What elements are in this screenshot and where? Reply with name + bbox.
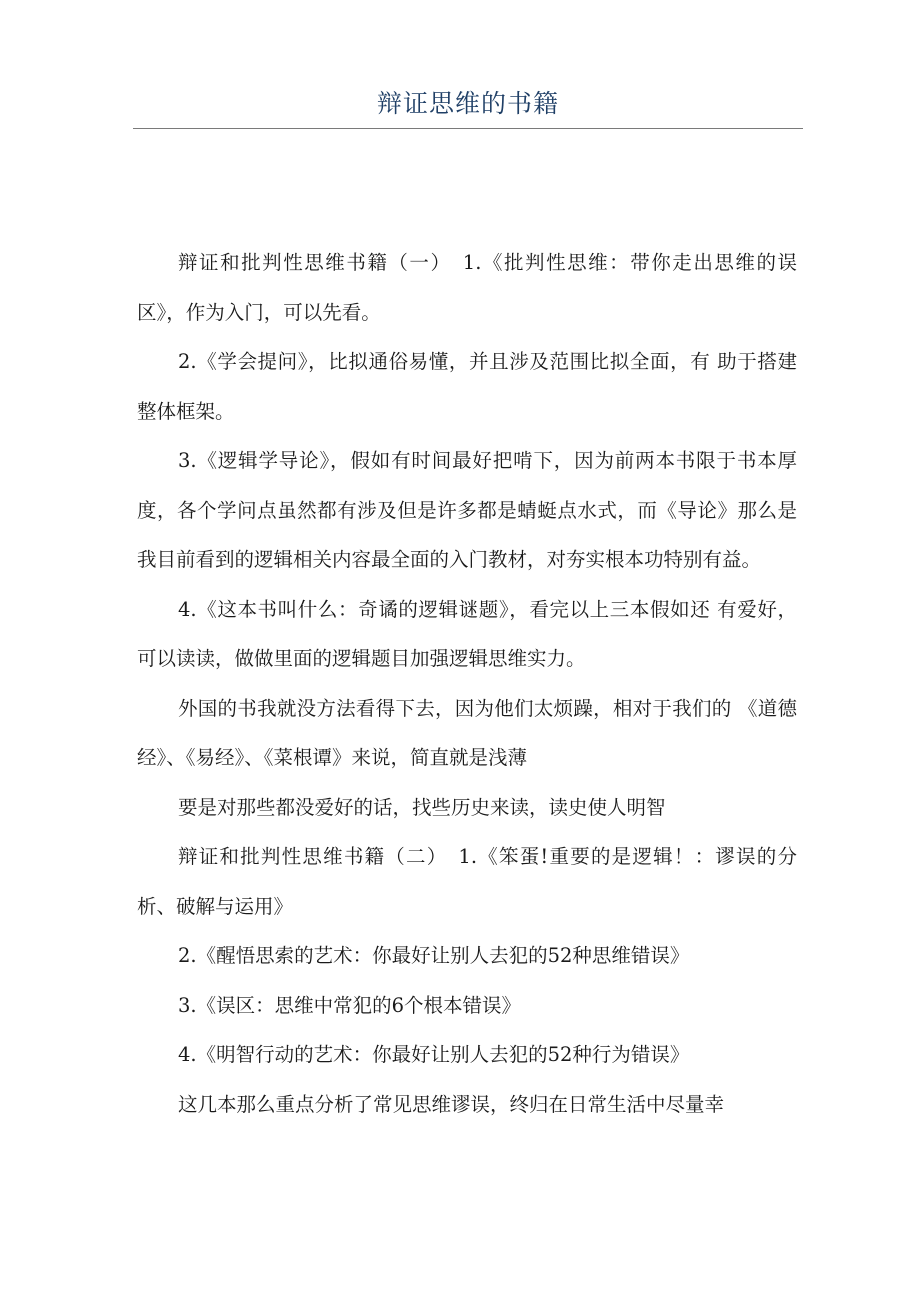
paragraph: 这几本那么重点分析了常见思维谬误，终归在日常生活中尽量幸 [178, 1092, 725, 1116]
paragraph: 辩证和批判性思维书籍（二） 1.《笨蛋!重要的是逻辑！：谬误的分析、破解与运用》 [137, 845, 797, 918]
paragraph: 辩证和批判性思维书籍（一） 1.《批判性思维：带你走出思维的误区》，作为入门，可以先看。 [137, 251, 797, 324]
paragraph: 3.《误区：思维中常犯的6个根本错误》 [178, 993, 522, 1017]
page-title: 辩证思维的书籍 [376, 89, 559, 118]
page-header [133, 84, 803, 129]
paragraph: 外国的书我就没方法看得下去，因为他们太烦躁，相对于我们的 《道德经》、《易经》、《菜根谭》来说，简直就是浅薄 [137, 696, 797, 769]
paragraph: 4.《明智行动的艺术：你最好让别人去犯的52种行为错误》 [178, 1043, 690, 1066]
paragraph: 4.《这本书叫什么：奇谲的逻辑谜题》，看完以上三本假如还 有爱好，可以读读，做做里面的逻辑题目加强逻辑思维实力。 [137, 597, 797, 670]
document-body [137, 238, 797, 1129]
paragraph: 2.《学会提问》，比拟通俗易懂，并且涉及范围比拟全面，有 助于搭建整体框架。 [137, 350, 797, 423]
paragraph: 3.《逻辑学导论》，假如有时间最好把啃下，因为前两本书限于书本厚度，各个学问点虽然都有涉及但是许多都是蜻蜓点水式，而《导论》那么是我目前看到的逻辑相关内容最全面的入门教材，对夯实根本功特别有益。 [137, 449, 797, 571]
paragraph: 要是对那些都没爱好的话，找些历史来读，读史使人明智 [178, 795, 666, 819]
paragraph: 2.《醒悟思索的艺术：你最好让别人去犯的52种思维错误》 [178, 944, 690, 967]
